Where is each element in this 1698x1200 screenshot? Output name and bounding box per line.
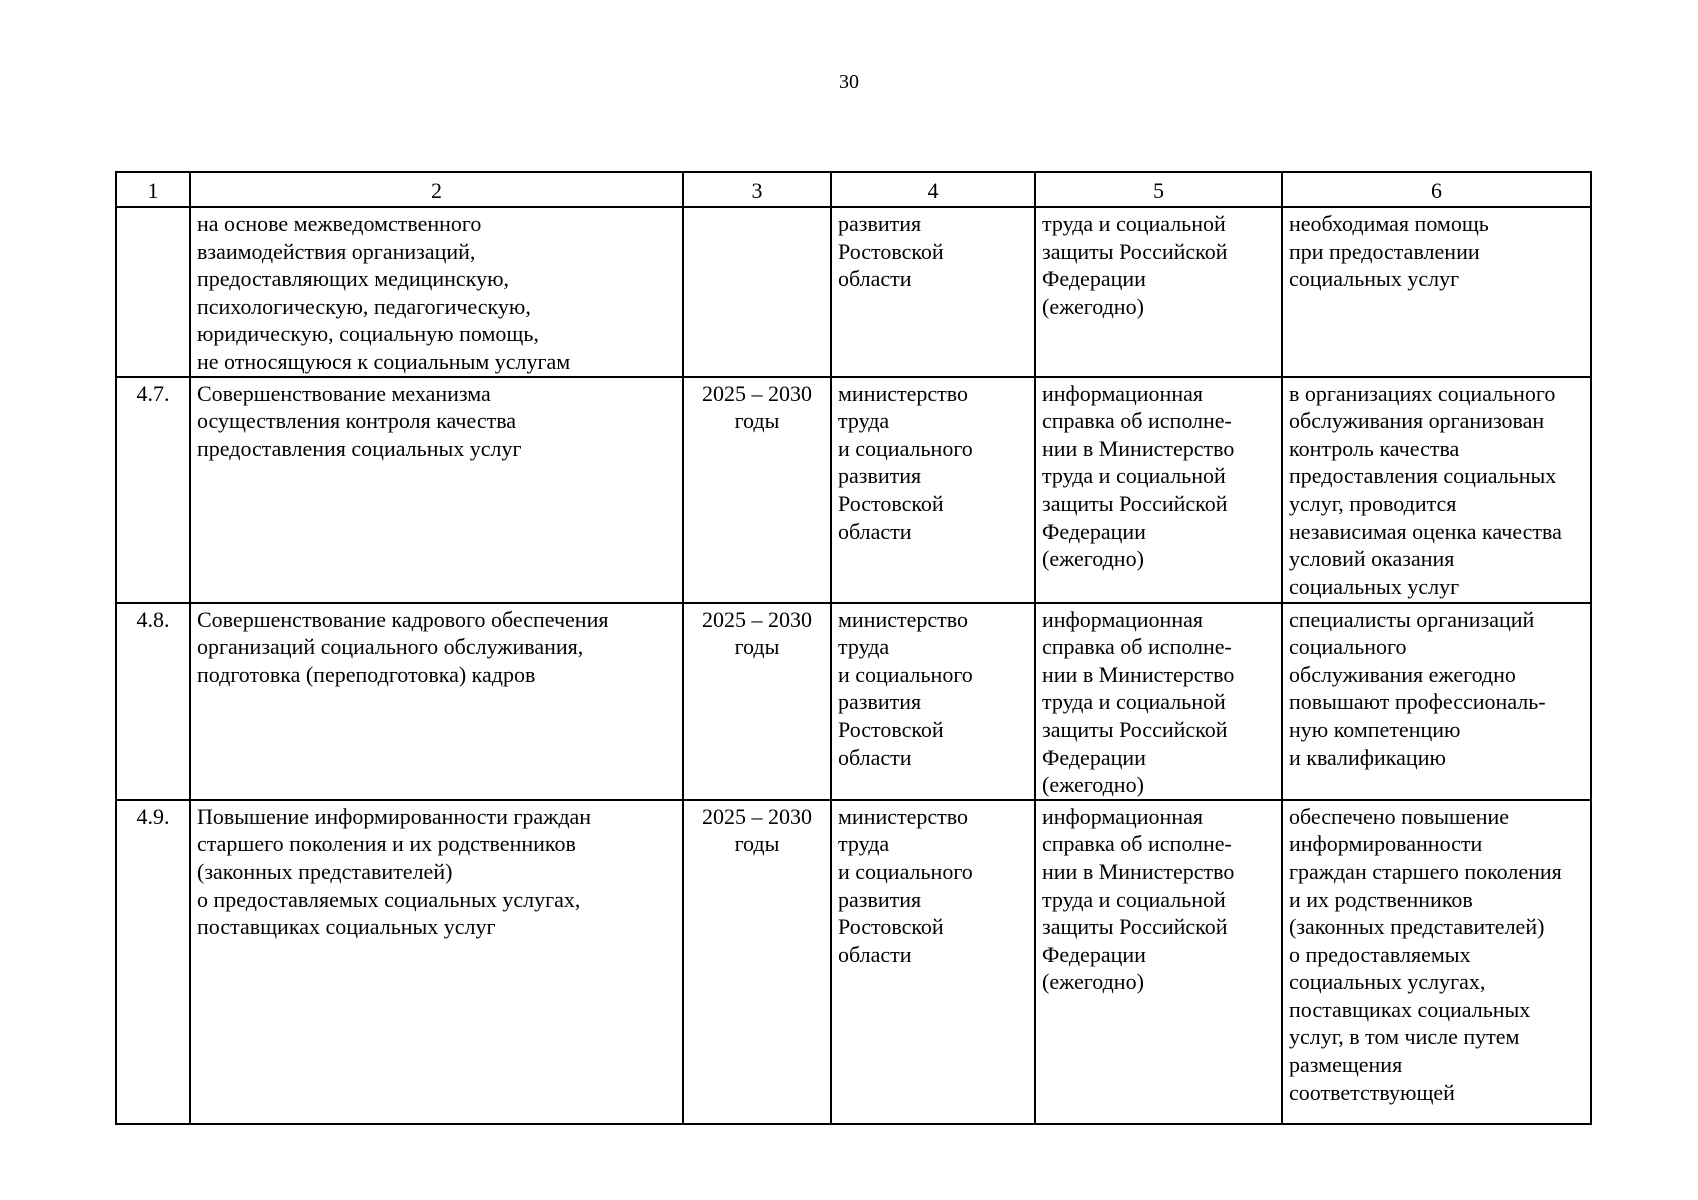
- expected-result: обеспечено повышение информированности граждан старшего поколения и их родственников (законных представителей) о предоставляемых социальных услугах, поставщиках социальных услуг, в том числе путем размещения соответствующей: [1282, 800, 1591, 1124]
- executor: министерство труда и социального развития Ростовской области: [831, 377, 1035, 603]
- table-row: [116, 603, 1591, 800]
- measure-text: Совершенствование механизма осуществления контроля качества предоставления социальных услуг: [190, 377, 683, 603]
- row-number: [116, 207, 190, 377]
- control-form: информационная справка об исполне- нии в Министерство труда и социальной защиты Российской Федерации (ежегодно): [1035, 377, 1282, 603]
- measure-text: Совершенствование кадрового обеспечения организаций социального обслуживания, подготовка (переподготовка) кадров: [190, 603, 683, 800]
- executor: развития Ростовской области: [831, 207, 1035, 377]
- row-number: 4.8.: [116, 603, 190, 800]
- period: 2025 – 2030 годы: [683, 377, 831, 603]
- expected-result: в организациях социального обслуживания организован контроль качества предоставления социальных услуг, проводится независимая оценка качества условий оказания социальных услуг: [1282, 377, 1591, 603]
- table-row: [116, 207, 1591, 377]
- column-header-3: 3: [683, 172, 831, 207]
- page-number: 30: [839, 71, 859, 93]
- measure-text: Повышение информированности граждан старшего поколения и их родственников (законных представителей) о предоставляемых социальных услугах, поставщиках социальных услуг: [190, 800, 683, 1124]
- column-header-4: 4: [831, 172, 1035, 207]
- control-form: труда и социальной защиты Российской Федерации (ежегодно): [1035, 207, 1282, 377]
- column-header-5: 5: [1035, 172, 1282, 207]
- executor: министерство труда и социального развития Ростовской области: [831, 800, 1035, 1124]
- period: 2025 – 2030 годы: [683, 800, 831, 1124]
- row-number: 4.9.: [116, 800, 190, 1124]
- control-form: информационная справка об исполне- нии в Министерство труда и социальной защиты Российской Федерации (ежегодно): [1035, 603, 1282, 800]
- measure-text: на основе межведомственного взаимодействия организаций, предоставляющих медицинскую, психологическую, педагогическую, юридическую, социальную помощь, не относящуюся к социальным услугам: [190, 207, 683, 377]
- column-header-6: 6: [1282, 172, 1591, 207]
- period: [683, 207, 831, 377]
- table-row: [116, 800, 1591, 1124]
- expected-result: специалисты организаций социального обслуживания ежегодно повышают профессиональ- ную компетенцию и квалификацию: [1282, 603, 1591, 800]
- row-number: 4.7.: [116, 377, 190, 603]
- column-header-2: 2: [190, 172, 683, 207]
- table-header-row: [116, 172, 1591, 207]
- period: 2025 – 2030 годы: [683, 603, 831, 800]
- column-header-1: 1: [116, 172, 190, 207]
- executor: министерство труда и социального развития Ростовской области: [831, 603, 1035, 800]
- measures-table: [115, 171, 1592, 1125]
- control-form: информационная справка об исполне- нии в Министерство труда и социальной защиты Российской Федерации (ежегодно): [1035, 800, 1282, 1124]
- table-row: [116, 377, 1591, 603]
- expected-result: необходимая помощь при предоставлении социальных услуг: [1282, 207, 1591, 377]
